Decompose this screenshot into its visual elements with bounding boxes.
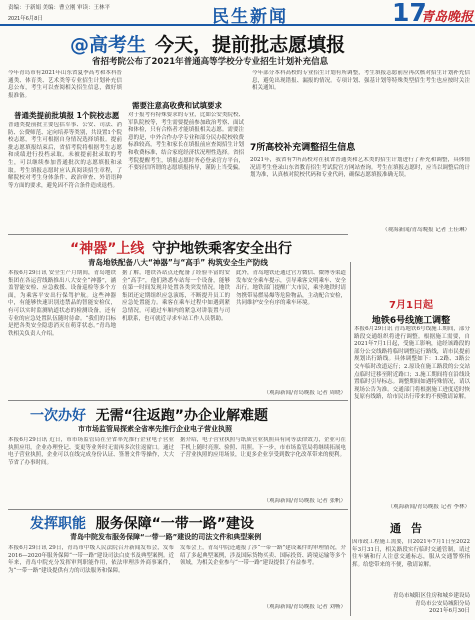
article3-title: 无需“往返跑”办企业解难题: [95, 408, 268, 424]
divider: [8, 234, 348, 235]
article2-deck: 青岛地铁配备八大“神器”与“高手” 构筑安全生产防线: [88, 258, 268, 267]
notice-title: 通告: [390, 522, 432, 535]
sidebar-byline: （观海新闻/青岛晚报 记者 李林）: [387, 504, 470, 510]
editor-credits: 责编：于新娟 美编：曹立刚 审读：王林平: [8, 5, 111, 11]
notice-date: 2021年6月30日: [429, 608, 470, 615]
column-divider: [350, 262, 351, 616]
article4-byline: （观海新闻/青岛晚报 记者 刘畅）: [263, 604, 346, 610]
article4-prefix: 发挥职能: [30, 516, 86, 532]
article1-title: 今天，提前批志愿填报: [155, 34, 346, 56]
article4-deck: 青岛中院发布服务保障“一带一路”建设的司法文件和典型案例: [70, 533, 262, 541]
divider: [8, 509, 348, 510]
article2-col3: 此外，青岛地铁还通过官方微信、微博等渠道发布安全乘车提示，引导乘客文明乘车、安全出行。地铁部门提醒广大市民，乘坐地铁时请勿携带易燃易爆等危险物品，主动配合安检，共同维护安全有序的乘车环境。: [236, 270, 346, 307]
article1-subhead-1: 普通类提前批填报 1个院校志愿: [14, 111, 120, 120]
article2-col2: 据了解，地铁各站点还配备了经验丰富的安全“高手”，他们熟悉车站每一个设备，能够在第一时间发现并处置各类突发情况。地铁集团还定期组织应急演练，不断提升员工的应急处置能力。乘客在乘车过程中如遇到紧急情况，可通过车厢内的紧急对讲装置与司机联系，也可就近寻求车站工作人员帮助。: [122, 270, 230, 322]
sidebar-title-line2: 地铁6号线施工调整: [371, 316, 451, 326]
newspaper-logo: 青岛晚报: [421, 10, 474, 25]
article1-subhead-2: 需要注意高收费和试填要求: [132, 101, 222, 110]
masthead: [0, 0, 475, 26]
article3-headline: [30, 405, 268, 425]
notice-issuer-1: 青岛市城阳区住房和城乡建设局: [392, 593, 470, 599]
sidebar-body: 本报6月29日讯 青岛地铁6号线施工期间，部分路段交通组织将进行调整。根据施工需要，自2021年7月1日起，受施工影响，途经该路段的部分公交线路将临时调整运行路线，请市民提前规划出行路线。具体调整如下：1.2路、3路公交车临时改道运行；2.原设在施工路段的公交站点临时迁移至附近路口；3.施工期间将在沿线设置临时引导标志。调整期间如遇特殊情况，请以现场公告为准。交通部门将根据施工进度适时恢复原有线路，给市民出行带来的不便敬请谅解。: [354, 326, 470, 401]
article1-deck: 省招考院公布了2021年普通高等学校分专业招生计划补充信息: [92, 57, 329, 67]
article1-byline: （观海新闻/青岛晚报 记者 王佳琳）: [382, 227, 470, 233]
article2-title: 守护地铁乘客安全出行: [151, 241, 292, 257]
issue-date: 2021年6月8日: [8, 16, 43, 22]
article3-prefix: 一次办好: [30, 408, 86, 424]
section-title: 民生新闻: [212, 7, 288, 27]
article2-headline: [70, 238, 292, 258]
article2-byline: （观海新闻/青岛晚报 记者 周晓）: [263, 390, 346, 396]
article1-col1-body: 普通类提前批主要包括军事、公安、司法、消防、公费师范、定向培养等类别，共设置1个院校志愿，考生可根据自身情况选择填报。提前批志愿填报结束后，省招考院将根据考生志愿和成绩进行投档录取。未被提前批录取的考生，可以继续参加普通批次的志愿填报和录取。考生填报志愿时应认真阅读招生章程，了解院校对考生身体条件、政治审查、外语语种等方面的要求，避免因不符合条件造成退档。: [8, 122, 122, 189]
notice-body: 因市政工程施工需要，自2021年7月1日至2022年3月31日，相关路段实行临时交通管制，请过往车辆和行人注意交通标志，服从交通警察指挥。给您带来的不便，敬请谅解。: [352, 539, 470, 568]
article3-deck: 市市场监管局探索全省率先推行企业电子营业执照: [78, 425, 232, 433]
article1-col2-body: 对于报考有特殊要求的专业，比如公安类院校、军队院校等，考生需要提前参加政治考察、面试和体检，只有合格者才能填报相关志愿。需要注意的是，中外合作办学专业和部分民办院校收费标准较高，考生和家长在填报前应查阅招生计划和收费标准，结合家庭经济状况理性选择。省招考院提醒考生，填报志愿时务必登录官方平台，不要轻信所谓的志愿填报指导，谨防上当受骗。: [128, 112, 244, 172]
sidebar-title-line1: 7月1日起: [389, 300, 433, 311]
article1-headline: [70, 30, 345, 57]
public-notice: [352, 520, 470, 616]
article4-col2: 发布会上，青岛中院还通报了涉“一带一路”建设案件的审理情况，介绍了多起典型案例，涉及国际货物买卖、国际投资、跨境运输等多个领域，为相关企业参与“一带一路”建设提供了有益参考。: [180, 545, 346, 567]
article3-col2: 据介绍，电子营业执照与纸质营业执照具有同等法律效力，企业可在手机上随时亮照、验照、用照。下一步，市市场监管局将继续拓展电子营业执照的应用场景，让更多企业享受到数字化改革带来的便利。: [180, 437, 346, 459]
sidebar-box-title: 7所高校补充调整招生信息: [250, 143, 356, 153]
article2-quote: “神器”上线: [70, 241, 145, 257]
article2-col1: 本报6月29日讯 安全生产月期间，青岛地铁集团在各运营线路推出八大安全“神器”，涵盖智能安检、应急救援、设备巡检等多个方面，为乘客平安出行保驾护航。这些神器中，有能够快速识别违禁品的智能安检仪，有可以实时监测轨道状态的检测设备，还有专业的应急处置队伍随时待命。“我们的目标是把各类安全隐患消灭在萌芽状态。”青岛地铁相关负责人介绍。: [8, 270, 116, 337]
article1-intro: 今年青岛市有2021年山东省夏季高考和本科普通类、体育类、艺术类等专业招生计划补充信息公布，考生可以查阅相关招生信息，做好填报准备。: [8, 70, 122, 99]
divider: [8, 400, 348, 401]
article3-col1: 本报6月29日讯 近日，市市场监管局在全省率先推行企业电子营业执照应用，企业办理登记、变更等业务时无需再多次往返窗口。通过电子营业执照，企业可以在线完成身份认证、签署文件等操作，大大节省了办事时间。: [8, 437, 174, 466]
article1-col3-body: 今年部分本科高校的专业招生计划有所调整，考生填报志愿前应再次核对招生计划补充信息，避免出现错报、漏报的情况。专项计划、强基计划等特殊类型招生考生也应按时关注相关通知。: [252, 70, 470, 92]
page-number: 17: [392, 0, 427, 27]
article4-col1: 本报6月29日讯 29日，青岛市中级人民法院召开新闻发布会，发布2016—2020年服务保障“一带一路”建设司法白皮书及典型案例。近年来，青岛中院充分发挥审判职能作用，依法审理涉外商事案件，为“一带一路”建设提供有力的司法服务和保障。: [8, 545, 174, 574]
article1-tag: @高考生: [70, 34, 147, 56]
notice-issuer-2: 青岛市公安局城阳分局: [414, 600, 470, 607]
sidebar-box-body: 2021年，我省有7所高校对在我省普通类和艺术类的招生计划进行了补充和调整，具体情况请考生登录山东省教育招生考试院官方网站查询。考生在填报志愿时，应当以调整后的计划为准，认真核对院校代码和专业代码，确保志愿填报准确无误。: [250, 157, 470, 179]
article4-title: 服务保障“一带一路”建设: [95, 516, 254, 532]
article3-byline: （观海新闻/青岛晚报 记者 张帆）: [263, 498, 346, 504]
article4-headline: [30, 513, 254, 533]
sidebar-headline: [352, 296, 470, 326]
